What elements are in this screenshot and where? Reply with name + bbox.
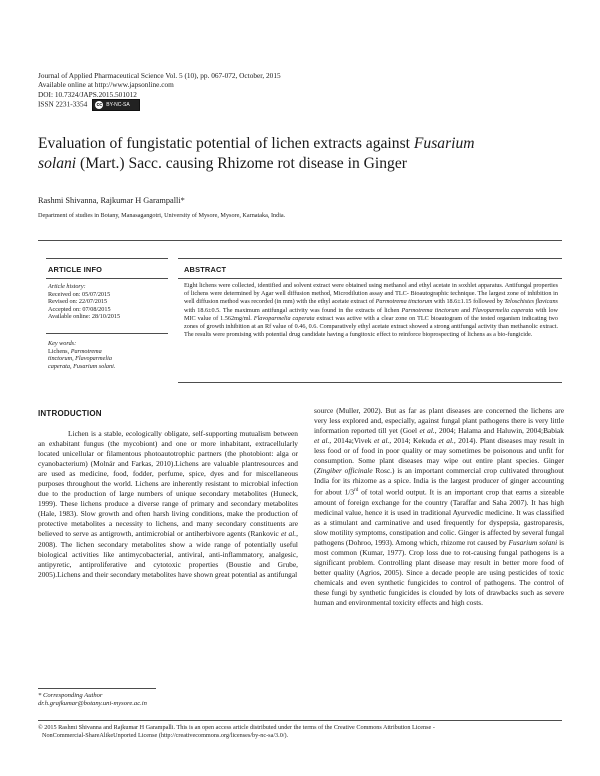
authors: Rashmi Shivanna, Rajkumar H Garampalli* [38, 196, 185, 205]
article-title: Evaluation of fungistatic potential of lichen extracts against Fusarium solani (Mart.) Sacc. causing Rhizome rot disease in Ginger [38, 135, 475, 172]
cc-license-icon: cc BY-NC-SA [92, 99, 140, 111]
issn-line [38, 99, 458, 111]
introduction-right-column: source (Muller, 2002). But as far as plant diseases are concerned the lichens are very less explored and, especially, against fungal plant pathogens there is very little information reported till yet (Goel et al., 2004; Halama and Haluwin, 2004;Babiak et al., 2014a;Vivek et al., 2014; Kekuda et al., 2014). Plant diseases may result in less food or of food in poor quality or may sometimes be poisonous and unfit for consumption. Some plant diseases may wipe out entire plant species. Ginger (Zingiber officinale Rosc.) is an important commercial crop cultivated throughout India for its rhizome as a spice. India is the largest producer of ginger accounting for about 1/3rd of total world output. It is an important crop that earns a sizeable amount of foreign exchange for the country (Taraffar and Saha 2007). It has high medicinal value, hence it is used in traditional Ayurvedic medicine. It was classified as a stimulant and carminative and used frequently for dyspepsia, gastroparesis, slow motility symptoms, constipation and colic. Ginger is affected by several fungal pathogens (Dohroo, 1993). Among which, rhizome rot caused by Fusarium solani is most common (Kumar, 1977). Crop loss due to rot-causing fungal pathogens is a significant problem. Controlling plant disease may result in better more food of better quality (Agrios, 2005). Since a decade people are using pesticides of toxic chemicals and even synthetic fungicides to control of pathogens. The control of these fungi by synthetic fungicides is clouded by lots of drawbacks such as severe human and environmental toxicity effects and high costs. [314, 406, 564, 608]
affiliation: Department of studies in Botany, Manasagangotri, University of Mysore, Mysore, Karnataka, India. [38, 212, 286, 219]
header-divider [38, 240, 562, 241]
issn: ISSN 2231-3354 [38, 99, 88, 109]
article-info-top-rule [46, 258, 168, 259]
footnote [38, 692, 147, 709]
abstract-rule [178, 278, 562, 279]
article-info-rule [46, 278, 168, 279]
keywords-rule [46, 333, 168, 334]
article-info-heading: ARTICLE INFO [48, 265, 103, 274]
doi: DOI: 10.7324/JAPS.2015.501012 [38, 89, 137, 99]
author-email: dr.h.grajkumar@botany.uni-mysore.ac.in [38, 700, 147, 708]
corresponding-author: * Corresponding Author [38, 692, 103, 699]
article-history: Article history: Received on: 05/07/2015 Revised on: 22/07/2015 Accepted on: 07/08/2015 Available online: 28/10/2015 [48, 283, 121, 321]
license-notice: © 2015 Rashmi Shivanna and Rajkumar H Garampalli. This is an open access article distributed under the terms of the Creative Commons Attribution License - NonCommercial-ShareAlikeUnported License (http://creativecommons.org/licenses/by-nc-sa/3.0/). [38, 724, 435, 740]
journal-header [38, 71, 458, 111]
abstract-bottom-rule [178, 382, 562, 383]
keywords: Key words: Lichens, Parmotrema tinctorum, Flavoparmelia caperata, Fusarium solani. [48, 340, 116, 370]
journal-citation: Journal of Applied Pharmaceutical Science Vol. 5 (10), pp. 067-072, October, 2015 [38, 71, 281, 80]
available-online: Available online at http://www.japsonline.com [38, 80, 174, 90]
abstract-heading: ABSTRACT [184, 265, 227, 274]
introduction-heading: INTRODUCTION [38, 409, 102, 418]
abstract-text: Eight lichens were collected, identified and solvent extract were obtained using methanol and ethyl acetate in soxhlet apparatus. Antifungal properties of lichens were determined by Agar well diffusion method, Microdilution assay and TLC- Bioautographic technique. The largest zone of inhibition in well diffusion method was recorded (in mm) with the ethyl acetate extract of Parmotrema tinctorum with 18.6±1.15 followed by Teloschistes flavicans with 18.6±0.5. The maximum antifungal activity was found in the extracts of lichen Parmotrema tinctorum and Flavoparmelia caperata with low MIC value of 1.562mg/ml. Flavoparmelia caperata extract was active with a clear zone on TLC bioautogram of the tested organism indicating two zones of growth inhibition at an Rf value of 0.46, 0.6. Comparatively ethyl acetate extract showed a strong antifungal activity than methanolic extract. The results were promising with potential drug candidate having a fungitoxic effect to reinforce bioprospecting of lichens as a bio-fungicide. [184, 282, 558, 339]
license-rule [38, 720, 562, 721]
footnote-rule [38, 688, 156, 689]
abstract-top-rule [178, 258, 562, 259]
introduction-left-column: Lichen is a stable, ecologically obligate, self-supporting mutualism between an exhabitant fungus (the mycobiont) and one or more inhabitant, extracellularly located unicellular or filamentous photoautotrophic partners (the photobiont: alga or cyanobacterium) (Molnár and Farkas, 2010).Lichens are valuable plantresources and are used as medicine, food, fodder, perfume, spice, dyes and for miscellaneous purposes throughout the world. Lichens are inherently resistant to microbial infection due to the production of large numbers of unique secondary metabolites (Huneck, 1999). These lichens produce a diverse range of primary and secondary metabolites (Hale, 1983). Slow growth and often harsh living conditions, make the production of protective metabolites a necessity to lichens, and many secondary constituents are believed to serve as antigrowth, antimicrobial or antiherbivore agents (Rankovic et al., 2008). The lichen secondary metabolites show a wide range of potentially useful biological activities like antimycobacterial, antiviral, anti-inflammatory, analgesic, antipyretic, antiproliferative and cytotoxic properties (Boustie and Grube, 2005).Lichens and their secondary metabolites have shown great potential as antifungal [38, 429, 298, 579]
